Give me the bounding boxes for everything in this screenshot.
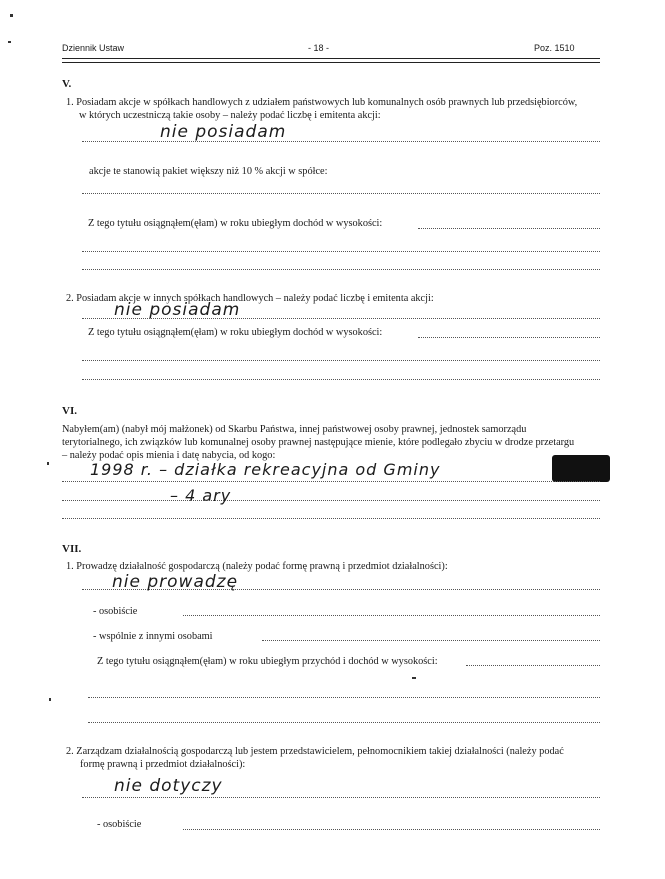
scan-speck xyxy=(8,41,11,43)
fill-line xyxy=(418,337,600,338)
fill-line xyxy=(82,589,600,590)
page-number: - 18 - xyxy=(308,43,330,53)
fill-line xyxy=(88,722,600,723)
section-vi-heading: VI. xyxy=(62,405,77,417)
journal-name: Dziennik Ustaw xyxy=(62,43,125,53)
scan-speck xyxy=(49,698,51,701)
section-vii-item2-text: 2. Zarządzam działalnością gospodarczą lub jestem przedstawicielem, pełnomocnikiem takiej działalności (należy podać xyxy=(66,746,564,757)
fill-line xyxy=(418,228,600,229)
scan-speck xyxy=(412,677,416,679)
personally-label-2: - osobiście xyxy=(97,819,142,830)
section-v-item1-text: 1. Posiadam akcje w spółkach handlowych z udziałem państwowych lub komunalnych osób prawnych lub przedsiębiorców, xyxy=(66,97,578,108)
fill-line xyxy=(466,665,600,666)
header-rule xyxy=(62,58,600,59)
fill-line xyxy=(82,360,600,361)
fill-line xyxy=(82,379,600,380)
section-vi-text-2: terytorialnego, ich związków lub komunalnej osoby prawnej następujące mienie, które podlegało zbyciu w drodze przetargu xyxy=(62,437,575,448)
section-vii-item2-text-cont: formę prawną i przedmiot działalności): xyxy=(80,759,246,770)
fill-line xyxy=(62,500,600,501)
handwritten-answer-vi-1: 1998 r. – działka rekreacyjna od Gminy xyxy=(90,460,441,479)
handwritten-answer-vi-2: – 4 ary xyxy=(170,486,232,505)
section-vii-item1-text: 1. Prowadzę działalność gospodarczą (należy podać formę prawną i przedmiot działalności): xyxy=(66,561,448,572)
handwritten-answer-v1: nie posiadam xyxy=(160,122,287,142)
section-vi-text-3: – należy podać opis mienia i datę nabycia, od kogo: xyxy=(62,450,276,461)
section-v-item2-text: 2. Posiadam akcje w innych spółkach handlowych – należy podać liczbę i emitenta akcji: xyxy=(66,293,434,304)
handwritten-answer-vii-1: nie prowadzę xyxy=(112,572,239,592)
section-v-packet-text: akcje te stanowią pakiet większy niż 10 % akcji w spółce: xyxy=(89,166,328,177)
header-rule-2 xyxy=(62,62,600,63)
section-v2-income-text: Z tego tytułu osiągnąłem(ęłam) w roku ubiegłym dochód w wysokości: xyxy=(88,327,383,338)
section-v-heading: V. xyxy=(62,78,72,90)
scan-speck xyxy=(47,462,49,465)
position-number: Poz. 1510 xyxy=(534,43,575,53)
fill-line xyxy=(82,318,600,319)
fill-line xyxy=(82,251,600,252)
fill-line xyxy=(82,797,600,798)
jointly-label: - wspólnie z innymi osobami xyxy=(93,631,213,642)
fill-line xyxy=(183,829,600,830)
handwritten-answer-v2: nie posiadam xyxy=(114,300,241,320)
fill-line xyxy=(82,141,600,142)
section-vi-text-1: Nabyłem(am) (nabył mój małżonek) od Skarbu Państwa, innej państwowej osoby prawnej, jednostek samorządu xyxy=(62,424,527,435)
section-v-item1-text-cont: w których uczestniczą takie osoby – należy podać liczbę i emitenta akcji: xyxy=(79,110,381,121)
personally-label: - osobiście xyxy=(93,606,138,617)
fill-line xyxy=(88,697,600,698)
section-vii-heading: VII. xyxy=(62,543,82,555)
fill-line xyxy=(62,518,600,519)
scan-speck xyxy=(10,14,13,17)
fill-line xyxy=(183,615,600,616)
redaction-block xyxy=(552,455,610,482)
fill-line xyxy=(82,193,600,194)
handwritten-answer-vii-2: nie dotyczy xyxy=(114,776,223,796)
fill-line xyxy=(82,269,600,270)
section-vii-income-text: Z tego tytułu osiągnąłem(ęłam) w roku ubiegłym przychód i dochód w wysokości: xyxy=(97,656,438,667)
fill-line xyxy=(62,481,600,482)
section-v-income-text: Z tego tytułu osiągnąłem(ęłam) w roku ubiegłym dochód w wysokości: xyxy=(88,218,383,229)
fill-line xyxy=(262,640,600,641)
